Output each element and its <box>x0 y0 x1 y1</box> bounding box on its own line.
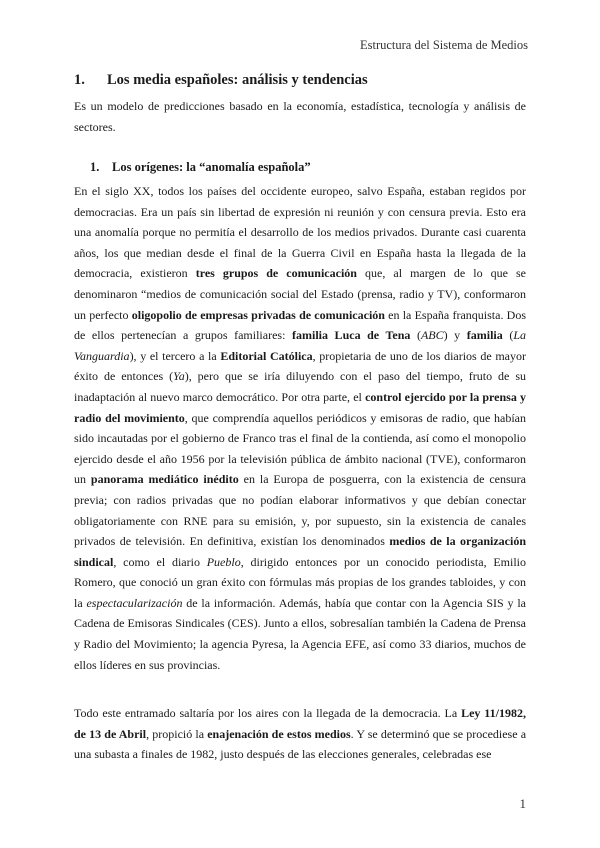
text-run: . Y se determinó que se procediese a una subasta a finales de 1982, justo después de las elecciones generales, celebradas ese <box>74 726 527 762</box>
text-run: , como el diario <box>113 554 207 569</box>
bold-text: familia <box>466 328 503 343</box>
text-run: , propietaria de uno de los diarios de mayor éxito de entonces ( <box>74 348 526 384</box>
italic-text: Pueblo <box>206 554 241 569</box>
subsection-title: Los orígenes: la “anomalía española” <box>112 160 311 174</box>
text-run: en la Europa de posguerra, con la existencia de censura previa; con radios privadas que no podían elaborar informativos y que debían conectar obligatoriamente con RNE para su emisión, y, por supuesto, sin la existencia de canales privados de televisión. En definitiva, existían los denominados <box>74 472 526 549</box>
italic-text: Ya <box>173 369 185 384</box>
text-run: ( <box>410 328 421 343</box>
text-run: en la España franquista. Dos de ellos pertenecían a grupos familiares: <box>74 307 527 343</box>
text-run: ), y el tercero a la <box>129 348 221 363</box>
running-header: Estructura del Sistema de Medios <box>359 38 528 52</box>
text-run: ( <box>502 328 514 343</box>
bold-text: oligopolio de empresas privadas de comunicación <box>131 307 385 322</box>
body-paragraph-2 <box>74 703 526 765</box>
subsection-number: 1. <box>90 160 100 174</box>
bold-text: medios de la organización sindical <box>74 534 527 569</box>
text-run: , que comprendía aquellos periódicos y emisoras de radio, que habían sido incautadas por el gobierno de Franco tras el final de la contienda, así como el monopolio ejercido desde el año 1956 por la televisión pública de ámbito nacional (TVE), conformaron un <box>74 410 526 487</box>
section-number: 1. <box>74 72 85 88</box>
bold-text: Ley 11/1982, de 13 de Abril <box>74 706 526 741</box>
bold-text: Editorial Católica <box>220 348 313 363</box>
text-run: , propició la <box>146 726 208 741</box>
intro-paragraph: Es un modelo de predicciones basado en la economía, estadística, tecnología y análisis de sectores. <box>74 99 526 134</box>
italic-text: ABC <box>420 328 444 343</box>
bold-text: control ejercido por la prensa y radio del movimiento <box>74 389 527 425</box>
subsection-heading <box>90 160 530 175</box>
bold-text: enajenación de estos medios <box>207 726 351 741</box>
page-number: 1 <box>519 796 526 811</box>
text-run: En el siglo XX, todos los países del occidente europeo, salvo España, estaban regidos por democracias. Era un país sin libertad de expresión ni reunión y con censura previa. Esto era una anomalía porque no permitía el desarrollo de los medios privados. Durante casi cuarenta años, los que median desde el final de la Guerra Civil en España hasta la llegada de la democracia, existieron <box>74 184 526 281</box>
italic-text: espectacularización <box>86 595 183 610</box>
text-run: , dirigido entonces por un conocido periodista, Emilio Romero, que conoció un gran éxito con fórmulas más propias de los grandes tabloides, y con la <box>74 554 526 610</box>
section-title: Los media españoles: análisis y tendencias <box>107 72 368 88</box>
bold-text: tres grupos de comunicación <box>195 266 357 281</box>
text-run: Todo este entramado saltaría por los aires con la llegada de la democracia. La <box>74 706 462 720</box>
text-run: ), pero que se iría diluyendo con el paso del tiempo, fruto de su inadaptación al nuevo marco democrático. Por otra parte, el <box>74 369 526 404</box>
text-run: de la información. Además, había que contar con la Agencia SIS y la Cadena de Emisoras Sindicales (CES). Junto a ellos, sobresalían también la Cadena de Prensa y Radio del Movimiento; la agencia Pyresa, la Agencia EFE, así como 33 diarios, muchos de ellos líderes en sus provincias. <box>74 595 526 672</box>
bold-text: familia Luca de Tena <box>292 328 411 343</box>
bold-text: panorama mediático inédito <box>90 472 239 487</box>
text-run: que, al margen de lo que se denominaron “medios de comunicación social del Estado (prensa, radio y TV), conformaron un perfecto <box>74 266 527 322</box>
italic-text: La Vanguardia <box>74 328 527 363</box>
body-paragraph-1 <box>74 181 526 675</box>
text-run: ) y <box>443 328 467 343</box>
section-heading <box>74 72 530 89</box>
